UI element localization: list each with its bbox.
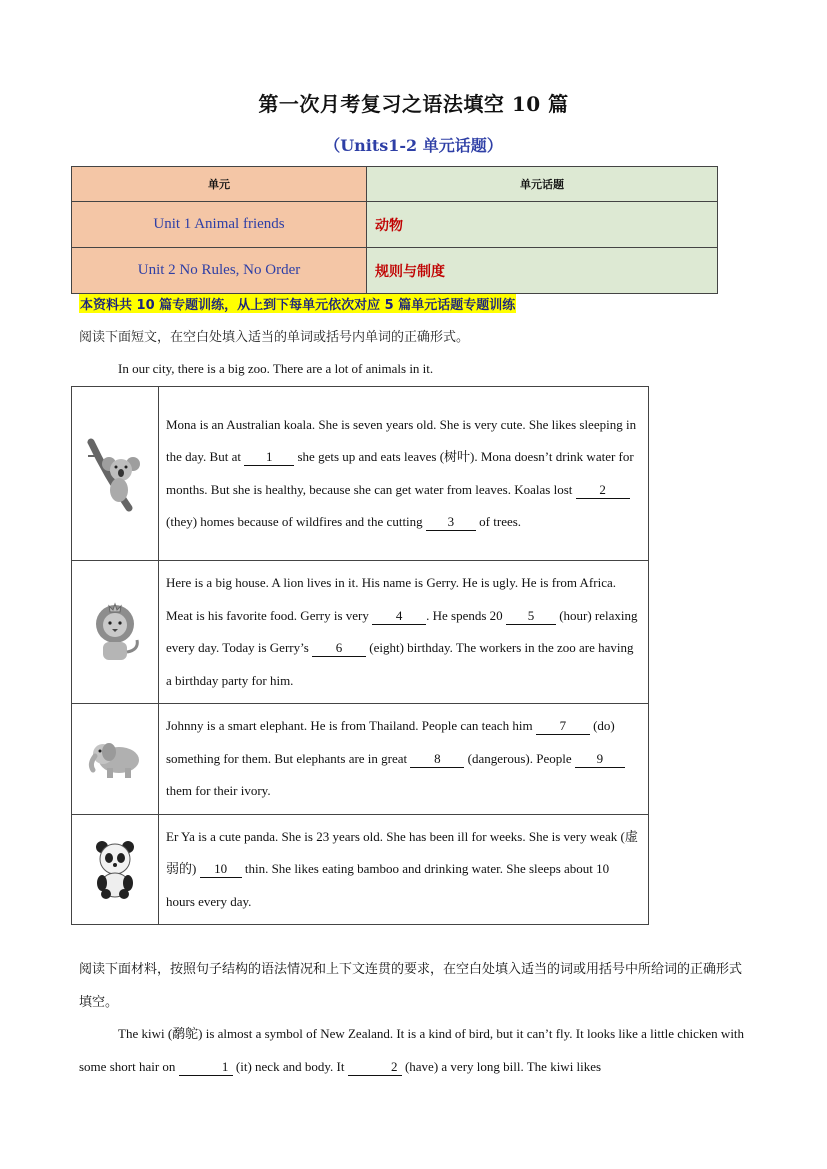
elephant-icon <box>85 738 145 780</box>
elephant-image <box>72 704 159 815</box>
blank-7[interactable]: 7 <box>536 718 590 735</box>
blank-1[interactable]: 1 <box>244 449 294 466</box>
lion-icon <box>87 600 143 664</box>
lion-passage: Here is a big house. A lion lives in it. His name is Gerry. He is ugly. He is from Africa. Meat is his favorite food. Gerry is very 4 . He spends 20 5 (hour) relaxing every day. Today is Gerry’s 6 (eight) birthday. The workers in the zoo are having a birthday party for him. <box>159 561 649 704</box>
kiwi-passage: The kiwi (鹬鸵) is almost a symbol of New Zealand. It is a kind of bird, but it can’t fly. It looks like a little chicken with some short hair on 1 (it) neck and body. It 2 (have) a very long bill. The kiwi likes <box>79 1026 745 1074</box>
instruction-text: 阅读下面短文，在空白处填入适当的单词或括号内单词的正确形式。 <box>79 330 470 345</box>
blank-10[interactable]: 10 <box>200 861 242 878</box>
lion-image <box>72 561 159 704</box>
intro-text: In our city, there is a big zoo. There are a lot of animals in it. <box>118 361 434 376</box>
elephant-passage: Johnny is a smart elephant. He is from Thailand. People can teach him 7 (do) something for them. But elephants are in great 8 (dangerous). People 9 them for their ivory. <box>159 704 649 815</box>
koala-passage: Mona is an Australian koala. She is seven years old. She is very cute. She likes sleeping in the day. But at 1 she gets up and eats leaves (树叶). Mona doesn’t drink water for months. But she is healthy, because she can get water from leaves. Koalas lost 2 (they) homes because of wildfires and the cutting 3 of trees. <box>159 387 649 561</box>
koala-icon <box>85 436 145 512</box>
blank-3[interactable]: 3 <box>426 514 476 531</box>
notice-highlight: 本资料共 10 篇专题训练，从上到下每单元依次对应 5 篇单元话题专题训练 <box>79 294 516 313</box>
blank-2[interactable]: 2 <box>576 482 630 499</box>
unit-cell: Unit 2 No Rules, No Order <box>72 248 367 294</box>
blank-9[interactable]: 9 <box>575 751 625 768</box>
instruction-text-2: 阅读下面材料，按照句子结构的语法情况和上下文连贯的要求，在空白处填入适当的词或用括号中所给词的正确形式填空。 <box>79 962 743 1010</box>
topic-cell: 动物 <box>367 202 718 248</box>
blank-5[interactable]: 5 <box>506 608 556 625</box>
unit-cell: Unit 1 Animal friends <box>72 202 367 248</box>
topic-cell: 规则与制度 <box>367 248 718 294</box>
units-table <box>71 166 718 294</box>
koala-image <box>72 387 159 561</box>
units-header-topic: 单元话题 <box>367 167 718 202</box>
panda-icon <box>90 839 140 899</box>
panda-passage: Er Ya is a cute panda. She is 23 years old. She has been ill for weeks. She is very weak (虚弱的) 10 thin. She likes eating bamboo and drinking water. She sleeps about 10 hours every day. <box>159 814 649 925</box>
panda-image <box>72 814 159 925</box>
blank-4[interactable]: 4 <box>372 608 426 625</box>
blank-6[interactable]: 6 <box>312 640 366 657</box>
passage-table <box>71 386 649 925</box>
kiwi-blank-1[interactable]: 1 <box>179 1059 233 1076</box>
page-subtitle: （Units1-2 单元话题） <box>324 136 503 155</box>
page-title: 第一次月考复习之语法填空 10 篇 <box>258 92 569 116</box>
kiwi-blank-2[interactable]: 2 <box>348 1059 402 1076</box>
blank-8[interactable]: 8 <box>410 751 464 768</box>
units-header-unit: 单元 <box>72 167 367 202</box>
